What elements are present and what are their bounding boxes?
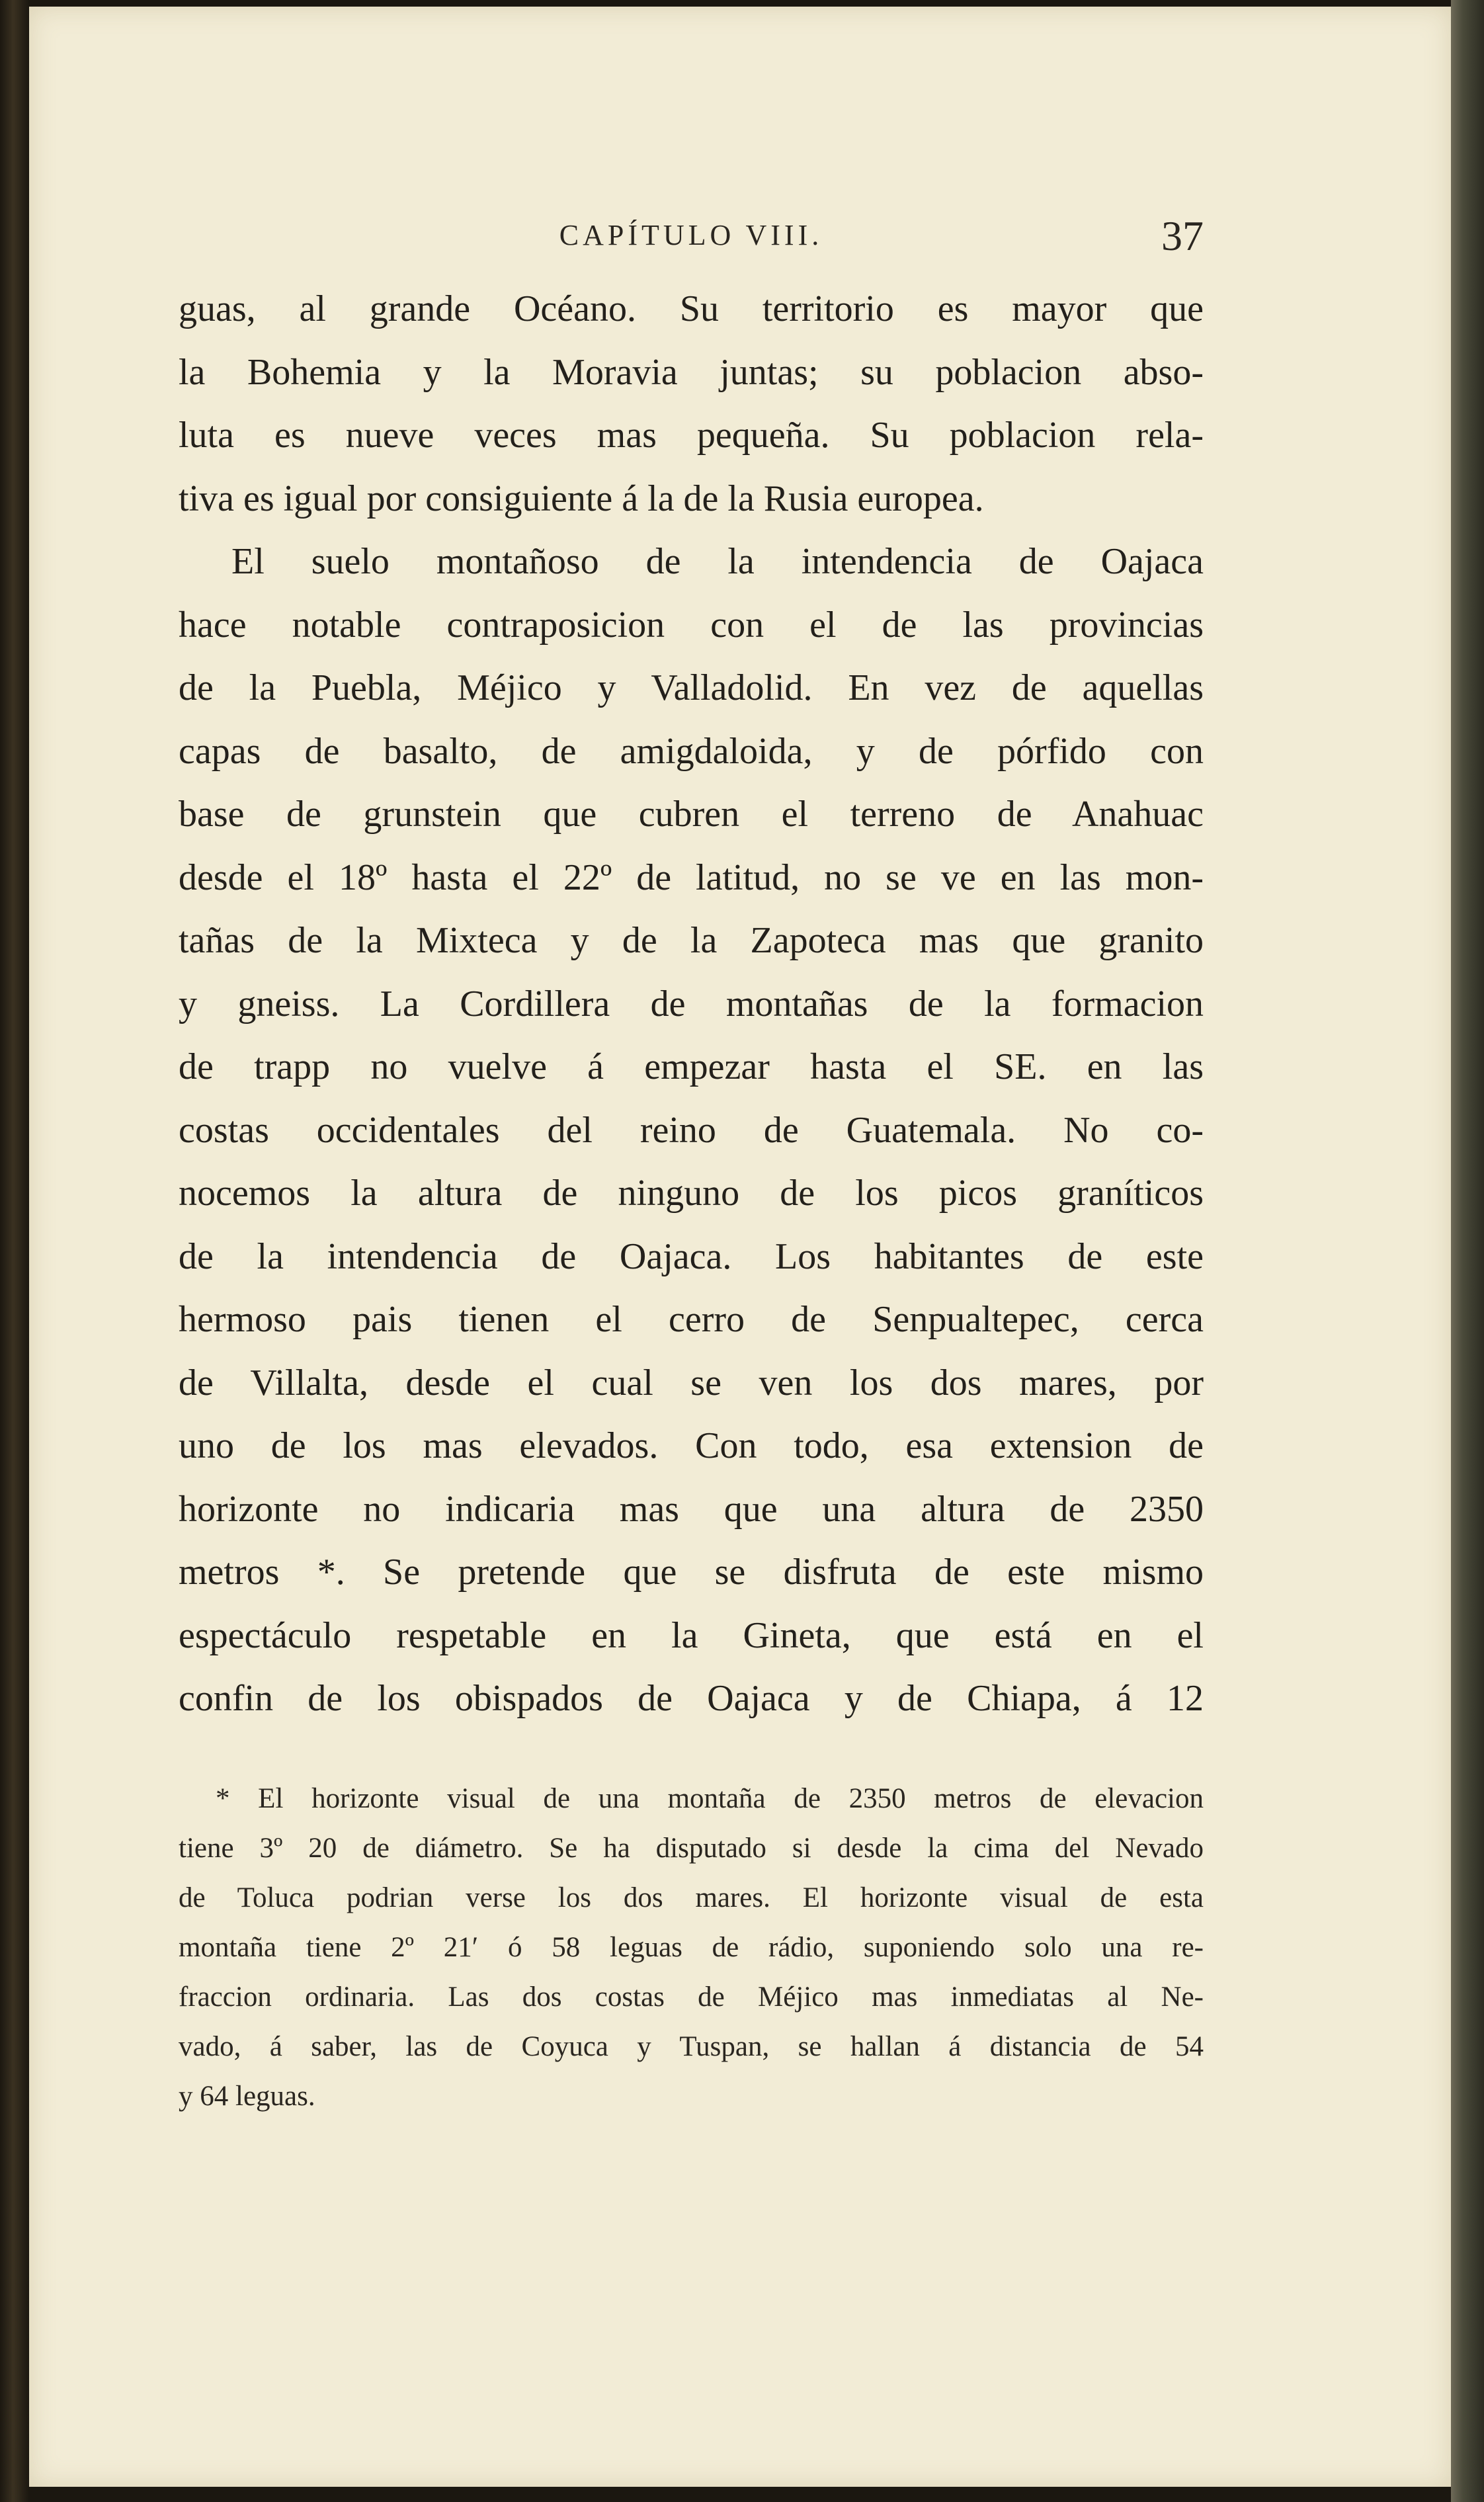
text-line: la Bohemia y la Moravia juntas; su poblacion abso- bbox=[179, 351, 1204, 393]
running-head: CAPÍTULO VIII. bbox=[559, 219, 823, 251]
text-line: guas, al grande Océano. Su territorio es mayor que bbox=[179, 288, 1204, 329]
body-text bbox=[179, 278, 1204, 1731]
text-line: de trapp no vuelve á empezar hasta el SE. en las bbox=[179, 1046, 1204, 1087]
text-line: y gneiss. La Cordillera de montañas de la formacion bbox=[179, 983, 1204, 1024]
text-line: base de grunstein que cubren el terreno de Anahuac bbox=[179, 794, 1204, 835]
text-line: horizonte no indicaria mas que una altura de 2350 bbox=[179, 1488, 1204, 1530]
footnote-line: * El horizonte visual de una montaña de 2350 metros de elevacion bbox=[216, 1783, 1204, 1814]
footnote-line: fraccion ordinaria. Las dos costas de Méjico mas inmediatas al Ne- bbox=[179, 1981, 1204, 2013]
text-line: espectáculo respetable en la Gineta, que está en el bbox=[179, 1614, 1204, 1656]
footnote-line: vado, á saber, las de Coyuca y Tuspan, se hallan á distancia de 54 bbox=[179, 2031, 1204, 2062]
text-line: de Villalta, desde el cual se ven los dos mares, por bbox=[179, 1362, 1204, 1403]
text-line: desde el 18º hasta el 22º de latitud, no se ve en las mon- bbox=[179, 856, 1204, 898]
book-edge bbox=[1451, 0, 1484, 2502]
page-number: 37 bbox=[1161, 212, 1204, 259]
footnote-line: montaña tiene 2º 21′ ó 58 leguas de rádio, suponiendo solo una re- bbox=[179, 1932, 1204, 1963]
text-line: capas de basalto, de amigdaloida, y de pórfido con bbox=[179, 730, 1204, 772]
page-header bbox=[179, 212, 1204, 271]
text-line: tiva es igual por consiguiente á la de la Rusia europea. bbox=[179, 478, 984, 519]
text-line: El suelo montañoso de la intendencia de Oajaca bbox=[231, 541, 1204, 582]
text-line: costas occidentales del reino de Guatemala. No co- bbox=[179, 1109, 1204, 1151]
footnote-line: tiene 3º 20 de diámetro. Se ha disputado si desde la cima del Nevado bbox=[179, 1833, 1204, 1864]
text-line: luta es nueve veces mas pequeña. Su poblacion rela- bbox=[179, 415, 1204, 456]
text-line: de la Puebla, Méjico y Valladolid. En vez de aquellas bbox=[179, 667, 1204, 708]
text-line: uno de los mas elevados. Con todo, esa extension de bbox=[179, 1425, 1204, 1466]
footnote-line: de Toluca podrian verse los dos mares. El horizonte visual de esta bbox=[179, 1882, 1204, 1913]
text-line: metros *. Se pretende que se disfruta de este mismo bbox=[179, 1552, 1204, 1593]
footnote-line: y 64 leguas. bbox=[179, 2081, 315, 2112]
text-line: hermoso pais tienen el cerro de Senpualtepec, cerca bbox=[179, 1299, 1204, 1340]
text-line: hace notable contraposicion con el de las provincias bbox=[179, 604, 1204, 646]
text-line: de la intendencia de Oajaca. Los habitantes de este bbox=[179, 1235, 1204, 1277]
text-line: nocemos la altura de ninguno de los picos graníticos bbox=[179, 1173, 1204, 1214]
footnote bbox=[179, 1774, 1204, 2121]
text-line: tañas de la Mixteca y de la Zapoteca mas que granito bbox=[179, 920, 1204, 961]
text-line: confin de los obispados de Oajaca y de Chiapa, á 12 bbox=[179, 1678, 1204, 1719]
